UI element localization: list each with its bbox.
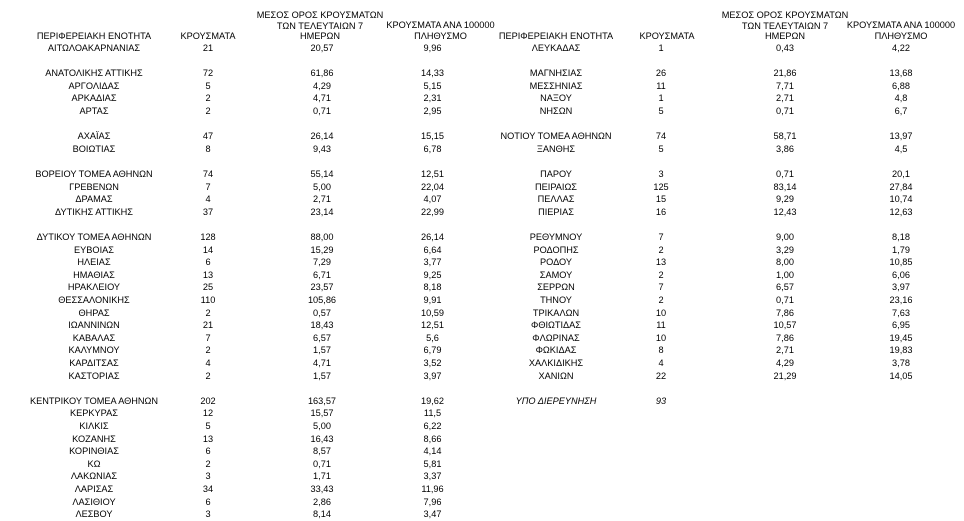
cell-name: ΝΗΣΩΝ bbox=[539, 106, 573, 116]
cell-avg: 8,00 bbox=[776, 257, 794, 268]
cell-avg: 0,71 bbox=[776, 295, 794, 305]
cell-name: ΚΩ bbox=[87, 458, 101, 469]
cell-avg: 18,43 bbox=[310, 320, 334, 331]
cell-name: ΚΕΡΚΥΡΑΣ bbox=[70, 408, 118, 419]
cell-cases: 7 bbox=[205, 332, 211, 343]
cell-per100k: 6,7 bbox=[894, 106, 908, 116]
cell-per100k: 1,79 bbox=[892, 244, 910, 255]
cell-per100k: 2,31 bbox=[423, 93, 442, 104]
cell-per100k: 4,14 bbox=[423, 446, 442, 457]
cell-cases: 72 bbox=[202, 68, 214, 79]
cell-per100k: 2,95 bbox=[423, 106, 442, 116]
header-avg-line2: ΤΩΝ ΤΕΛΕΥΤΑΙΩΝ 7 bbox=[741, 20, 829, 31]
cell-per100k: 10,59 bbox=[421, 307, 444, 318]
cell-per100k: 9,96 bbox=[423, 43, 442, 53]
cell-avg: 4,71 bbox=[313, 93, 331, 104]
cell-cases: 110 bbox=[200, 295, 216, 305]
cell-name: ΙΩΑΝΝΙΝΩΝ bbox=[68, 320, 120, 331]
cell-name: ΗΛΕΙΑΣ bbox=[77, 257, 111, 268]
cell-name: ΛΕΥΚΑΔΑΣ bbox=[531, 43, 581, 53]
cell-avg: 9,29 bbox=[776, 194, 794, 205]
cell-cases: 12 bbox=[202, 408, 214, 419]
header-avg-line1: ΜΕΣΟΣ ΟΡΟΣ ΚΡΟΥΣΜΑΤΩΝ bbox=[256, 10, 384, 20]
header-cases-right: ΚΡΟΥΣΜΑΤΑ bbox=[639, 31, 695, 41]
cell-cases: 2 bbox=[205, 93, 211, 104]
cell-avg: 6,57 bbox=[776, 282, 794, 293]
cell-per100k: 11,5 bbox=[423, 408, 442, 419]
cell-per100k: 6,88 bbox=[892, 80, 910, 91]
cell-name: ΠΕΛΛΑΣ bbox=[537, 194, 575, 205]
header-avg-line1: ΜΕΣΟΣ ΟΡΟΣ ΚΡΟΥΣΜΑΤΩΝ bbox=[721, 10, 849, 20]
cell-cases: 37 bbox=[202, 206, 214, 217]
cell-name: ΘΕΣΣΑΛΟΝΙΚΗΣ bbox=[58, 295, 130, 305]
cell-per100k: 7,96 bbox=[423, 496, 442, 507]
cell-cases: 10 bbox=[655, 332, 667, 343]
cell-cases: 5 bbox=[658, 143, 664, 154]
cell-cases: 74 bbox=[655, 131, 667, 142]
cell-cases: 7 bbox=[205, 181, 211, 192]
header-avg-line3: ΗΜΕΡΩΝ bbox=[299, 31, 341, 41]
cell-cases: 11 bbox=[656, 320, 666, 331]
cell-cases: 2 bbox=[658, 269, 664, 280]
cell-cases: 2 bbox=[205, 345, 211, 356]
cell-cases: 11 bbox=[656, 80, 666, 91]
cell-per100k: 8,18 bbox=[892, 232, 910, 242]
cell-cases: 13 bbox=[202, 433, 214, 444]
cell-name: ΜΕΣΣΗΝΙΑΣ bbox=[529, 80, 583, 91]
header-cases-left: ΚΡΟΥΣΜΑΤΑ bbox=[180, 31, 236, 41]
cell-name: ΚΑΣΤΟΡΙΑΣ bbox=[68, 370, 120, 381]
cell-avg: 105,86 bbox=[307, 295, 337, 305]
cell-cases: 13 bbox=[202, 269, 214, 280]
cell-per100k: 12,51 bbox=[421, 320, 444, 331]
cell-cases: 2 bbox=[205, 458, 211, 469]
cell-avg: 15,29 bbox=[310, 244, 334, 255]
cell-avg: 0,57 bbox=[313, 307, 331, 318]
cell-cases: 93 bbox=[655, 395, 667, 406]
cell-per100k: 3,97 bbox=[423, 370, 442, 381]
header-per100k-line2: ΠΛΗΘΥΣΜΟ bbox=[414, 30, 467, 41]
cell-cases: 2 bbox=[205, 106, 211, 116]
cell-per100k: 14,33 bbox=[421, 68, 444, 79]
cell-cases: 21 bbox=[202, 43, 214, 53]
cell-avg: 3,29 bbox=[776, 244, 794, 255]
cell-avg: 6,57 bbox=[313, 332, 331, 343]
cell-avg: 1,00 bbox=[776, 269, 794, 280]
cell-name: ΛΑΡΙΣΑΣ bbox=[74, 484, 114, 494]
cell-avg: 0,71 bbox=[313, 106, 331, 116]
cell-name: ΧΑΝΙΩΝ bbox=[538, 370, 574, 381]
cell-avg: 0,43 bbox=[776, 43, 794, 53]
cell-avg: 0,71 bbox=[313, 458, 331, 469]
cell-cases: 6 bbox=[205, 257, 211, 268]
cell-name: ΛΑΚΩΝΙΑΣ bbox=[70, 471, 118, 482]
cell-cases: 2 bbox=[205, 307, 211, 318]
cell-name: ΥΠΟ ΔΙΕΡΕΥΝΗΣΗ bbox=[515, 395, 597, 406]
cell-name: ΡΟΔΟΥ bbox=[539, 257, 572, 268]
cell-cases: 22 bbox=[655, 370, 667, 381]
cell-avg: 4,29 bbox=[776, 358, 794, 368]
cell-name: ΦΘΙΩΤΙΔΑΣ bbox=[530, 320, 581, 331]
cell-per100k: 5,6 bbox=[426, 332, 439, 343]
cell-per100k: 19,62 bbox=[421, 395, 444, 406]
cell-name: ΤΡΙΚΑΛΩΝ bbox=[532, 307, 580, 318]
cell-per100k: 6,79 bbox=[423, 345, 442, 356]
cell-avg: 0,71 bbox=[776, 169, 794, 179]
cell-cases: 7 bbox=[658, 232, 664, 242]
cell-cases: 14 bbox=[202, 244, 214, 255]
cell-cases: 128 bbox=[200, 232, 216, 242]
cell-per100k: 10,74 bbox=[889, 194, 913, 205]
cell-cases: 47 bbox=[202, 131, 214, 142]
cell-name: ΚΟΖΑΝΗΣ bbox=[72, 433, 116, 444]
cell-cases: 3 bbox=[205, 509, 211, 520]
cell-avg: 2,71 bbox=[776, 345, 794, 356]
cell-per100k: 12,63 bbox=[889, 206, 913, 217]
cell-cases: 4 bbox=[205, 358, 211, 368]
cell-avg: 8,57 bbox=[313, 446, 331, 457]
cell-name: ΤΗΝΟΥ bbox=[540, 295, 572, 305]
cell-name: ΑΡΤΑΣ bbox=[79, 106, 109, 116]
cell-per100k: 3,78 bbox=[892, 358, 910, 368]
cell-avg: 4,29 bbox=[313, 80, 331, 91]
cell-name: ΚΑΒΑΛΑΣ bbox=[72, 332, 116, 343]
cell-avg: 23,14 bbox=[310, 206, 334, 217]
cell-per100k: 11,96 bbox=[421, 484, 444, 494]
cell-avg: 9,00 bbox=[776, 232, 794, 242]
cell-avg: 15,57 bbox=[310, 408, 334, 419]
cell-per100k: 5,81 bbox=[423, 458, 442, 469]
cell-name: ΑΙΤΩΛΟΑΚΑΡΝΑΝΙΑΣ bbox=[47, 43, 141, 53]
cell-per100k: 19,83 bbox=[889, 345, 913, 356]
cell-avg: 5,00 bbox=[313, 181, 331, 192]
cell-avg: 3,86 bbox=[776, 143, 794, 154]
cell-name: ΚΟΡΙΝΘΙΑΣ bbox=[69, 446, 119, 457]
header-avg-line3: ΗΜΕΡΩΝ bbox=[764, 31, 806, 41]
cell-name: ΛΕΣΒΟΥ bbox=[75, 509, 113, 520]
cell-cases: 21 bbox=[202, 320, 214, 331]
cell-avg: 8,14 bbox=[313, 509, 331, 520]
cell-per100k: 23,16 bbox=[889, 295, 913, 305]
cell-cases: 2 bbox=[205, 370, 211, 381]
cell-per100k: 22,04 bbox=[421, 181, 444, 192]
header-avg-right bbox=[715, 10, 855, 42]
cell-name: ΑΧΑΪΑΣ bbox=[77, 131, 111, 142]
cell-name: ΠΑΡΟΥ bbox=[540, 169, 572, 179]
cell-cases: 1 bbox=[658, 93, 664, 104]
cell-cases: 8 bbox=[658, 345, 664, 356]
cell-per100k: 22,99 bbox=[421, 206, 444, 217]
cell-per100k: 6,22 bbox=[423, 421, 442, 431]
cell-name: ΣΑΜΟΥ bbox=[539, 269, 573, 280]
cell-cases: 4 bbox=[658, 358, 664, 368]
cell-name: ΝΑΞΟΥ bbox=[540, 93, 572, 104]
cell-cases: 202 bbox=[200, 395, 216, 406]
cell-cases: 7 bbox=[658, 282, 664, 293]
cell-cases: 4 bbox=[205, 194, 211, 205]
cell-avg: 61,86 bbox=[310, 68, 334, 79]
cell-per100k: 3,77 bbox=[423, 257, 442, 268]
cell-avg: 163,57 bbox=[307, 395, 337, 406]
cell-per100k: 6,95 bbox=[892, 320, 910, 331]
cell-per100k: 9,91 bbox=[423, 295, 442, 305]
cell-name: ΡΕΘΥΜΝΟΥ bbox=[529, 232, 583, 242]
cell-per100k: 4,8 bbox=[894, 93, 908, 104]
cell-name: ΦΛΩΡΙΝΑΣ bbox=[532, 332, 580, 343]
cell-name: ΑΡΚΑΔΙΑΣ bbox=[71, 93, 117, 104]
cell-per100k: 13,97 bbox=[889, 131, 913, 142]
cell-cases: 13 bbox=[655, 257, 667, 268]
cell-per100k: 8,66 bbox=[423, 433, 442, 444]
cell-name: ΒΟΡΕΙΟΥ ΤΟΜΕΑ ΑΘΗΝΩΝ bbox=[35, 169, 153, 179]
cell-per100k: 26,14 bbox=[421, 232, 444, 242]
header-per100k-left bbox=[378, 20, 503, 41]
cell-name: ΔΥΤΙΚΗΣ ΑΤΤΙΚΗΣ bbox=[55, 206, 133, 217]
cell-name: ΗΜΑΘΙΑΣ bbox=[73, 269, 115, 280]
header-avg-line2: ΤΩΝ ΤΕΛΕΥΤΑΙΩΝ 7 bbox=[276, 20, 364, 31]
cell-name: ΘΗΡΑΣ bbox=[78, 307, 110, 318]
header-region-left: ΠΕΡΙΦΕΡΕΙΑΚΗ ΕΝΟΤΗΤΑ bbox=[36, 31, 152, 41]
cell-cases: 5 bbox=[205, 421, 211, 431]
cell-per100k: 4,07 bbox=[423, 194, 442, 205]
header-avg-left bbox=[250, 10, 390, 42]
cell-avg: 7,86 bbox=[776, 307, 794, 318]
cell-per100k: 9,25 bbox=[423, 269, 442, 280]
cell-name: ΚΑΡΔΙΤΣΑΣ bbox=[69, 358, 119, 368]
cell-avg: 10,57 bbox=[773, 320, 797, 331]
cell-avg: 7,86 bbox=[776, 332, 794, 343]
cell-name: ΚΑΛΥΜΝΟΥ bbox=[68, 345, 120, 356]
cell-per100k: 5,15 bbox=[423, 80, 442, 91]
cell-cases: 3 bbox=[205, 471, 211, 482]
cell-per100k: 4,22 bbox=[892, 43, 910, 53]
header-per100k-line2: ΠΛΗΘΥΣΜΟ bbox=[874, 30, 928, 41]
cell-name: ΣΕΡΡΩΝ bbox=[537, 282, 575, 293]
cell-name: ΚΙΛΚΙΣ bbox=[79, 421, 109, 431]
cell-avg: 9,43 bbox=[313, 143, 331, 154]
cell-avg: 2,71 bbox=[313, 194, 331, 205]
cell-name: ΑΝΑΤΟΛΙΚΗΣ ΑΤΤΙΚΗΣ bbox=[45, 68, 143, 79]
cell-avg: 20,57 bbox=[310, 43, 334, 53]
cell-cases: 125 bbox=[653, 181, 669, 192]
cell-name: ΗΡΑΚΛΕΙΟΥ bbox=[67, 282, 121, 293]
cell-name: ΕΥΒΟΙΑΣ bbox=[74, 244, 114, 255]
cell-per100k: 3,37 bbox=[423, 471, 442, 482]
cell-avg: 5,00 bbox=[313, 421, 331, 431]
cell-name: ΝΟΤΙΟΥ ΤΟΜΕΑ ΑΘΗΝΩΝ bbox=[500, 131, 612, 142]
cell-per100k: 4,5 bbox=[894, 143, 908, 154]
cell-cases: 25 bbox=[202, 282, 214, 293]
cell-cases: 5 bbox=[658, 106, 664, 116]
cell-cases: 6 bbox=[205, 496, 211, 507]
cell-avg: 26,14 bbox=[310, 131, 334, 142]
header-per100k-line1: ΚΡΟΥΣΜΑΤΑ ΑΝΑ 100000 bbox=[846, 20, 956, 30]
cell-avg: 58,71 bbox=[773, 131, 797, 142]
cell-avg: 1,57 bbox=[313, 370, 331, 381]
cell-name: ΦΩΚΙΔΑΣ bbox=[535, 345, 577, 356]
cell-cases: 2 bbox=[658, 244, 664, 255]
cell-avg: 4,71 bbox=[313, 358, 331, 368]
cell-avg: 1,57 bbox=[313, 345, 331, 356]
cell-name: ΒΟΙΩΤΙΑΣ bbox=[72, 143, 116, 154]
cell-per100k: 12,51 bbox=[421, 169, 444, 179]
cell-avg: 2,86 bbox=[313, 496, 331, 507]
cell-name: ΠΙΕΡΙΑΣ bbox=[538, 206, 574, 217]
cell-avg: 16,43 bbox=[310, 433, 334, 444]
cell-per100k: 3,47 bbox=[423, 509, 442, 520]
cell-avg: 55,14 bbox=[310, 169, 334, 179]
cell-name: ΑΡΓΟΛΙΔΑΣ bbox=[68, 80, 120, 91]
cell-name: ΔΡΑΜΑΣ bbox=[75, 194, 113, 205]
cell-cases: 74 bbox=[202, 169, 214, 179]
cell-per100k: 27,84 bbox=[889, 181, 913, 192]
cell-avg: 6,71 bbox=[313, 269, 331, 280]
cell-avg: 83,14 bbox=[773, 181, 797, 192]
cell-per100k: 3,97 bbox=[892, 282, 910, 293]
cell-name: ΜΑΓΝΗΣΙΑΣ bbox=[529, 68, 583, 79]
cell-avg: 7,71 bbox=[776, 80, 794, 91]
cell-per100k: 10,85 bbox=[889, 257, 913, 268]
cell-cases: 8 bbox=[205, 143, 211, 154]
cell-avg: 23,57 bbox=[310, 282, 334, 293]
cell-cases: 6 bbox=[205, 446, 211, 457]
cell-cases: 1 bbox=[658, 43, 664, 53]
cell-avg: 21,29 bbox=[773, 370, 797, 381]
cell-avg: 2,71 bbox=[776, 93, 794, 104]
header-region-right: ΠΕΡΙΦΕΡΕΙΑΚΗ ΕΝΟΤΗΤΑ bbox=[498, 31, 614, 41]
cell-name: ΞΑΝΘΗΣ bbox=[536, 143, 576, 154]
cell-name: ΔΥΤΙΚΟΥ ΤΟΜΕΑ ΑΘΗΝΩΝ bbox=[36, 232, 152, 242]
cell-name: ΓΡΕΒΕΝΩΝ bbox=[69, 181, 119, 192]
cell-per100k: 8,18 bbox=[423, 282, 442, 293]
cell-per100k: 20,1 bbox=[892, 169, 910, 179]
cell-cases: 15 bbox=[655, 194, 667, 205]
cell-cases: 16 bbox=[655, 206, 667, 217]
header-per100k-line1: ΚΡΟΥΣΜΑΤΑ ΑΝΑ 100000 bbox=[386, 20, 495, 30]
cell-per100k: 6,78 bbox=[423, 143, 442, 154]
cell-per100k: 7,63 bbox=[892, 307, 910, 318]
cell-cases: 26 bbox=[655, 68, 667, 79]
cell-avg: 21,86 bbox=[773, 68, 797, 79]
cell-cases: 2 bbox=[658, 295, 664, 305]
cell-name: ΡΟΔΟΠΗΣ bbox=[533, 244, 579, 255]
cell-per100k: 6,64 bbox=[423, 244, 442, 255]
cell-cases: 10 bbox=[655, 307, 667, 318]
cell-per100k: 15,15 bbox=[421, 131, 444, 142]
cell-name: ΛΑΣΙΘΙΟΥ bbox=[72, 496, 116, 507]
cell-avg: 1,71 bbox=[313, 471, 331, 482]
cell-avg: 7,29 bbox=[313, 257, 331, 268]
cell-avg: 0,71 bbox=[776, 106, 794, 116]
cell-per100k: 14,05 bbox=[889, 370, 913, 381]
cell-cases: 34 bbox=[202, 484, 214, 494]
cell-per100k: 13,68 bbox=[889, 68, 913, 79]
cell-avg: 12,43 bbox=[773, 206, 797, 217]
cell-name: ΠΕΙΡΑΙΩΣ bbox=[535, 181, 577, 192]
cell-per100k: 3,52 bbox=[423, 358, 442, 368]
cell-name: ΧΑΛΚΙΔΙΚΗΣ bbox=[528, 358, 584, 368]
cell-avg: 33,43 bbox=[310, 484, 334, 494]
cell-per100k: 6,06 bbox=[892, 269, 910, 280]
cell-cases: 3 bbox=[658, 169, 664, 179]
cell-avg: 88,00 bbox=[310, 232, 334, 242]
cell-cases: 5 bbox=[205, 80, 211, 91]
cell-name: ΚΕΝΤΡΙΚΟΥ ΤΟΜΕΑ ΑΘΗΝΩΝ bbox=[29, 395, 159, 406]
cell-per100k: 19,45 bbox=[889, 332, 913, 343]
header-per100k-right bbox=[838, 20, 964, 41]
